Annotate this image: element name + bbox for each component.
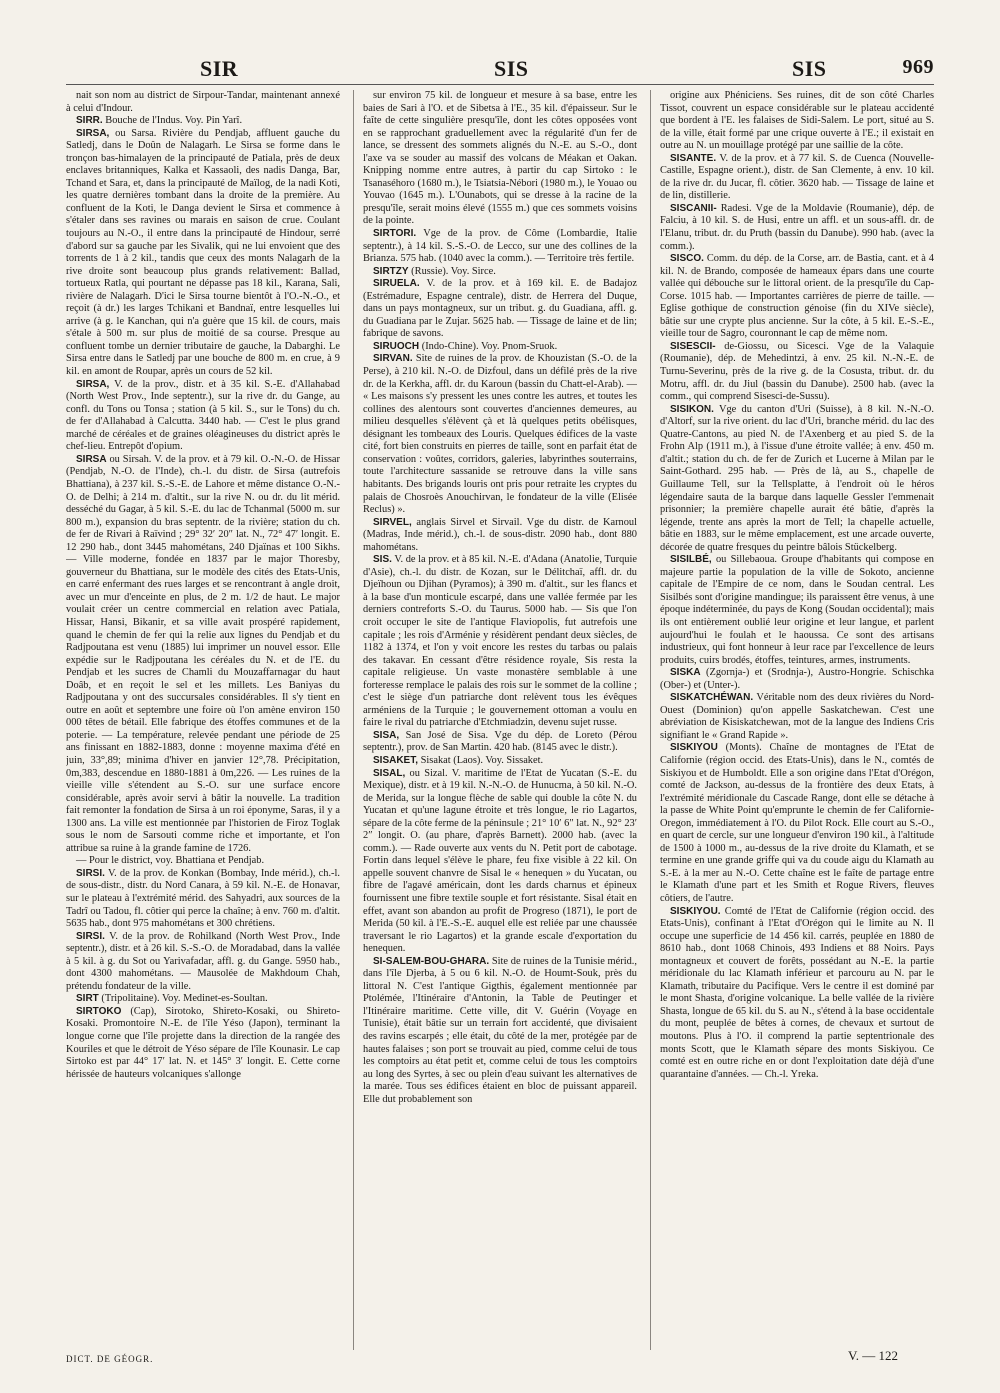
dictionary-entry xyxy=(66,379,340,454)
entry-headword: SIRTZY xyxy=(373,265,409,277)
entry-text: Bouche de l'Indus. Voy. Pin Yarî. xyxy=(105,115,243,127)
entry-text: Site de ruines de la Tunisie mérid., dans l'île Djerba, à 5 ou 6 kil. N.-O. de Houmt-Souk, près du littoral N. C'est l'antique Gigthis, également mentionnée par Ptolémée, l'Itinéraire d'Antonin, la Table de Peutinger et l'Itinéraire maritime. Cette ville, dit V. Guérin (Voyage en Tunisie), était bâtie sur un terrain fort accidenté, que divisaient des ravins escarpés ; elle était, du côté de la mer, protégée par de hautes falaises ; son port se trouvait au pied, comme celui de tous les comptoirs au état petit et, comme celui de tous les comptoirs au long des Syrtes, à sec ou plein d'eau suivant les alternatives de la marée. Tous ses édifices étaient en bloc de puissant appareil. Elle dut probablement son xyxy=(363,955,637,1105)
entry-text: ou Sirsah. V. de la prov. et à 79 kil. O.-N.-O. de Hissar (Pendjab, N.-O. de l'Inde), ch.-l. du distr. de Sirsa (autrefois Bhattiana), à 237 kil. S.-S.-E. de Lahore et même distance O.-N.-O. de Delhi; à 214 m. d'altit., sur la rive N. ou dr. du lit mérid. desséché du Gagar, à 5 kil. S.-E. du lac de Tchanmal (5000 m. sur 800 m.), expansion du bras septentr. de la rivière; station du ch. de fer de Rivari à Raïvind ; 29° 32′ 20″ lat. N., 72° 47′ longit. E. 12 290 hab., dont 3445 mahométans, 240 Djaïnas et 100 Sikhs. — Ville moderne, fondée en 1837 par le major Thoresby, gouverneur du Bhattiana, sur le modèle des cités des Etats-Unis, en carré enfermant des rues larges et se rencontrant à angle droit, avec un mur d'enceinte en plus, de 2 m. 1/2 de haut. Le major voulait créer un centre commercial en relation avec Patiala, Hissar, Hansi, Bikanir, et sa ville avait prospéré rapidement, quand le chemin de fer qui la relie aux lignes du Pendjab et du Radjpoutana est venu (1885) lui imprimer un nouvel essor. Elle expédie sur le Radjpoutana les céréales du N. et de l'E. du Pendjab et les sucres de Chamli du Mouzaffarnagar du haut Doâb, et en reçoit le sel et les millets. Les Baniyas du Radjpoutana y ont des succursales considérables. Il s'y tient en outre en août et septembre une foire où l'on amène environ 150 000 têtes de bétail. Elle fabrique des étoffes communes et de la poterie. — La température, relevée pendant une période de 25 ans finissant en 1882-1883, donne : moyenne maxima d'été en juin, 33°,89; minima d'hiver en janvier 12°,78. Précipitation, 0m,383, descendue en 1880-1881 à 0m,226. — Les ruines de la vieille ville s'étendent au S.-O. sur une surface encore considérable, après avoir servi à bâtir la nouvelle. La tradition fait remonter la fondation de Sirsa à un roi éponyme, Saras, il y a 1300 ans. La ville est mentionnée par l'historien de Firoz Toglak sous le nom de Sarsouti comme riche et importante, et l'on attribue sa ruine à la grande famine de 1726. xyxy=(66,453,340,854)
page-header xyxy=(66,56,934,86)
entry-text: (Zgornja-) et (Srodnja-), Austro-Hongrie. Schischka (Ober-) et (Unter-). xyxy=(660,667,934,691)
entry-text: nait son nom au district de Sirpour-Tandar, maintenant annexé à celui d'Indour. xyxy=(66,90,340,114)
dictionary-entry xyxy=(66,128,340,379)
entry-headword: SISAKET, xyxy=(373,754,419,766)
entry-headword: SIRR. xyxy=(76,115,103,127)
dictionary-entry xyxy=(66,115,340,128)
entry-text: Radesi. Vge de la Moldavie (Roumanie), dép. de Falciu, à 10 kil. S. de Husi, entre un affl. et un sous-affl. dr. de l'Elanu, tribut. dr. du Pruth (bassin du Danube). 990 hab. (avec la comm.). xyxy=(660,202,934,252)
entry-headword: SIRUOCH xyxy=(373,340,420,352)
column-divider xyxy=(353,90,354,1350)
entry-headword: SISA, xyxy=(373,729,400,741)
entry-text: (Russie). Voy. Sirce. xyxy=(411,265,496,277)
entry-headword: SIRUELA. xyxy=(373,278,420,290)
dictionary-entry xyxy=(363,755,637,768)
dictionary-entry xyxy=(363,956,637,1107)
dictionary-entry xyxy=(660,742,934,905)
dictionary-entry xyxy=(363,730,637,755)
entry-text: V. de la prov. de Konkan (Bombay, Inde mérid.), ch.-l. de sous-distr., distr. du Nord Canara, à 59 kil. N.-E. de Honavar, sur le plateau à l'extrémité mérid. des Sahyadri, aux sources de la Tadrî ou Tadou, fl. côtier qui perce la chaîne; à env. 760 m. d'altit. 5635 hab., dont 975 mahométans et 300 chrétiens. xyxy=(66,867,340,930)
entry-headword: SISKA xyxy=(670,667,701,679)
dictionary-entry xyxy=(66,868,340,931)
entry-headword: SIS. xyxy=(373,554,392,566)
entry-text: Comm. du dép. de la Corse, arr. de Bastia, cant. et à 4 kil. N. de Brando, composée de hameaux épars dans une courte vallée qui débouche sur le littoral orient. de la presqu'île du Cap-Corse. 1015 hab. — Importantes carrières de pierre de taille. — Eglise gothique de construction génoise (fin du XIVe siècle), bâtie sur une crypte plus ancienne. Sur la côte, à 5 kil. E.-S.-E., vieille tour de Sagro, couronnant le cap de même nom. xyxy=(660,253,934,340)
header-rule xyxy=(66,84,934,85)
entry-headword: SISIKON. xyxy=(670,403,714,415)
dictionary-entry xyxy=(66,90,340,115)
entry-headword: SISESCII- xyxy=(670,340,716,352)
entry-text: Sisakat (Laos). Voy. Sissaket. xyxy=(420,754,544,766)
footer-signature: DICT. DE GÉOGR. xyxy=(66,1354,154,1364)
entry-text: (Monts). Chaîne de montagnes de l'Etat de Californie (région occid. des Etats-Unis), dans le N., comtés de Siskiyou et de Humboldt. Elle a son origine dans l'Etat d'Orégon, comté de Jackson, au-dessus de la frontière des deux Etats, à l'extrémité méridionale du Cascade Range, dont elle se détache à la passe de White Point qu'emprunte le chemin de fer Californie-Oregon, immédiatement à l'O. du Pilot Rock. Elle court au S.-O., en quart de cercle, sur une longueur d'environ 190 kil., à l'altitude de 1500 à 1000 m., au-dessus de la rive droite du Klamath, et se termine en une grande griffe qui va du coude aigu du Klamath au S.-E. à la mer au N.-O. Cette chaîne est le faîte de partage entre le Klamath d'une part et les Smith et Rogue Rivers, fleuves côtiers, de l'autre. xyxy=(660,742,934,904)
entry-headword: SISKIYOU. xyxy=(670,905,721,917)
page-number: 969 xyxy=(902,56,934,78)
entry-text: anglais Sirvel et Sirvail. Vge du distr. de Karnoul (Madras, Inde mérid.), ch.-l. de sous-distr. 2090 hab., dont 880 mahométans. xyxy=(363,516,637,553)
entry-text: ou Sillebaoua. Groupe d'habitants qui compose en majeure partie la population de la ville de Sokoto, ancienne capitale de l'Empire de ce nom, dans le Soudan central. Les Sisilbés sont d'origine mandingue; ils paraissent être venus, à une époque indéterminée, du pays de Kong (Soudan occidental); mais ils ont entièrement oublié leur origine et leur langue, et parlent aujourd'hui le foulah et le haoussa. Ce sont des artisans industrieux, qui font honneur à leur race par l'excellence de leurs produits, cuirs brodés, étoffes, teintures, armes, instruments. xyxy=(660,554,934,666)
entry-text: (Tripolitaine). Voy. Medinet-es-Soultan. xyxy=(101,993,268,1005)
dictionary-entry xyxy=(660,90,934,153)
entry-headword: SIRTORI. xyxy=(373,228,417,240)
entry-text: Site de ruines de la prov. de Khouzistan (S.-O. de la Perse), à 210 kil. N.-O. de Dizfoul, dans un défilé près de la rive dr. de la Kerkha, affl. dr. du Karoun (bassin du Chatt-el-Arab). — « Les maisons s'y pressent les unes contre les autres, et toutes les collines des alentours sont couvertes d'anciennes demeures, au milieu desquelles s'élèvent çà et là quelques petits obélisques, désignant les tombeaux des Louris. Quelques édifices de la vaste cité, fort bien construits en pierres de taille, sont en parfait état de conservation : voûtes, corridors, galeries, labyrinthes souterrains, toute l'architecture sassanide se retrouve dans la ville sans habitants. Des brigands louris ont pris pour retraite les cryptes du palais de Chosroès Anouchirvan, le fondateur de la ville (Elisée Reclus) ». xyxy=(363,353,637,516)
left-guide-word: SIR xyxy=(200,56,239,81)
footer-volume: V. — 122 xyxy=(848,1348,898,1363)
entry-text: sur environ 75 kil. de longueur et mesure à sa base, entre les baies de Sari à l'O. et de Sibetsa à l'E., 35 kil. d'épaisseur. Sur le faîte de cette singulière presqu'île, dont les côtes opposées vont en se rapprochant graduellement avec la régularité d'un fer de lance, se dressent des sommets alignés du N.-E. au S.-O., dont l'axe va se souder au massif des volcans de Méakan et Oakan. Knipping nomme entre autres, à partir du cap Sirtoko : le Tsanaséhoro (1680 m.), le Tsiatsia-Nébori (1980 m.), le Youao ou Youvao (1645 m.). L'Ounabots, qui se dresse à la racine de la presqu'île, serait moins élevé (1555 m.) que ces sommets voisins de la pointe. xyxy=(363,90,637,227)
entry-text: V. de la prov. et à 169 kil. E. de Badajoz (Estrémadure, Espagne centrale), distr. de Herrera del Duque, dans un pays montagneux, sur un tribut. g. du Guadiana, affl. g. du Guadiana par le Zujar. 5625 hab. — Tissage de laine et de lin; fabrique de savons. xyxy=(363,278,637,340)
dictionary-entry xyxy=(66,931,340,994)
entry-text: (Cap), Sirotoko, Shireto-Kosaki, ou Shireto-Kosaki. Promontoire N.-E. de l'île Yéso (Japon), terminant la longue corne que l'île projette dans la direction de la rangée des Kouriles et que le détroit de Yéso sépare de l'île Kounasir. Le cap Sirtoko est par 44° 17′ lat. N. et 145° 3′ longit. E. Cette corne hérissée de hauteurs volcaniques s'allonge xyxy=(66,1005,340,1080)
entry-headword: SIRVAN. xyxy=(373,353,413,365)
dictionary-entry xyxy=(363,353,637,516)
dictionary-entry xyxy=(66,855,340,868)
center-guide-word: SIS xyxy=(494,56,529,81)
entry-text: ou Sizal. V. maritime de l'Etat de Yucatan (S.-E. du Mexique), distr. et à 19 kil. N.-N.-O. de Hunucma, à 50 kil. N.-O. de Merida, sur la longue flèche de sable qui double la côte N. du Yucatan et qu'une lagune étroite et très longue, le rio Lagartos, sépare de la côte ferme de la péninsule ; 21° 10′ 6″ lat. N., 92° 23′ 2″ longit. O. (au phare, d'après Barnett). 2000 hab. (avec la comm.). — Rade ouverte aux vents du N. Petit port de cabotage. Fortin dans lequel s'élève le phare, feu fixe visible à 22 kil. On appelle souvent chanvre de Sisal le « henequen » du Yucatan, ou fibre de l'agavé américain, dont les dards charnus et épineux fournissent une fibre textile souple et fort résistante. Sisal était en effet, avant son abandon au profit de Progreso (1871), le port de Merida (50 kil. à l'E.-S.-E. auquel elle est reliée par une chaussée traversant le rio Lagartos) et la grande escale d'exportation du henequen. xyxy=(363,767,637,955)
entry-text: Véritable nom des deux rivières du Nord-Ouest (Dominion) qu'on appelle Saskatchewan. C'est une abréviation de Kisiskatchewan, mot de la langue des Indiens Cris signifiant le « Grand Rapide ». xyxy=(660,692,934,741)
dictionary-entry xyxy=(660,667,934,692)
entry-headword: SISCO. xyxy=(670,253,704,265)
dictionary-entry xyxy=(660,554,934,667)
column-1 xyxy=(66,90,340,1340)
dictionary-entry xyxy=(660,253,934,341)
dictionary-entry xyxy=(660,692,934,742)
column-3 xyxy=(660,90,934,1340)
dictionary-entry xyxy=(660,203,934,253)
column-divider xyxy=(650,90,651,1350)
dictionary-entry xyxy=(363,266,637,279)
entry-text: V. de la prov. et à 85 kil. N.-E. d'Adana (Anatolie, Turquie d'Asie), ch.-l. du distr. de Kozan, sur le Délitchaï, affl. dr. du Djeïhoun ou Djihan (Pyramos); à 390 m. d'altit., sur les flancs et à la base d'un monticule escarpé, dans une vallée fermée par les derniers contreforts S.-O. du Taurus. 5000 hab. — Sis que l'on croit occuper le site de l'antique Flaviopolis, fut autrefois une capitale ; les rois d'Arménie y résidèrent pendant deux siècles, de 1182 à 1374, et l'on y voit encore les restes du tarbas ou palais des takavar. En cessant d'être résidence royale, Sis resta la capitale religieuse. Un vaste monastère semblable à une forteresse remplace le palais des rois sur le sommet de la colline ; c'est le siège d'un patriarche dont relèvent tous les évêques arméniens de la Turquie ; le gouvernement ottoman a voulu en faire le rival du patriarche d'Etchmiadzin, devenu sujet russe. xyxy=(363,554,637,729)
entry-text: (Indo-Chine). Voy. Pnom-Sruok. xyxy=(421,340,558,352)
dictionary-entry xyxy=(660,906,934,1082)
entry-headword: SIRVEL, xyxy=(373,516,412,528)
right-guide-word: SIS xyxy=(792,56,827,81)
entry-headword: SIRSA, xyxy=(76,378,110,390)
dictionary-entry xyxy=(363,228,637,266)
column-2 xyxy=(363,90,637,1340)
entry-headword: SISAL, xyxy=(373,767,406,779)
entry-headword: SI-SALEM-BOU-GHARA. xyxy=(373,955,490,967)
dictionary-entry xyxy=(363,278,637,341)
entry-text: V. de la prov. de Rohilkand (North West Prov., Inde septentr.), distr. et à 26 kil. S.-S.-O. de Moradabad, dans la vallée à 5 kil. à g. du Sot ou Yarivafadar, affl. g. du Gange. 5950 hab., dont 4300 mahométans. — Mausolée de Makhdoum Chah, prétendu fondateur de la ville. xyxy=(66,930,340,992)
entry-headword: SISCANII- xyxy=(670,202,717,214)
entry-headword: SISILBÉ, xyxy=(670,554,712,566)
dictionary-entry xyxy=(66,454,340,856)
entry-headword: SISKATCHÉWAN. xyxy=(670,692,754,704)
dictionary-entry xyxy=(660,341,934,404)
dictionary-entry xyxy=(363,341,637,354)
entry-text: ou Sarsa. Rivière du Pendjab, affluent gauche du Satledj, dans le Doûn de Nalagarh. Le Sirsa se forme dans le tronçon bas-himalayen de la principauté de Patiala, près de deux enclaves britanniques, Kalka et Kassaoli, des nadis Danga, Bar, Tchand et Sara, et, dans la principauté de Maïlog, de la nadi Koti, les quatre dernières tombant dans la droite de la première. Au confluent de la Koti, le Danga devient le Sirsa et commence à s'étaler dans ses ravines ou marais en saison de crue. Coulant toujours au N.-O., il entre dans la principauté de Hindour, serré d'abord sur sa gauche par les Sivalik, qui ne lui envoient que des torrents de 1 à 2 kil., tandis que ceux des monts Nalagarh de la rive droite sont beaucoup plus grands relativement: Ballad, tortueux Ratla, qui pourtant ne dépasse pas 18 kil., Karana, Sali, rivière de Nalagarh. D'ici le Sirsa tourne bientôt à l'O.-N.-O., et reçoit (à dr.) les larges Tchikani et Bandnaï, entre lesquelles lui arrive (à g. le Kanchan, qui n'a guère que 15 kil. de cours, mais s'étale à 500 m. sur plus de moitié de sa course. Presque au confluent tombe un dernier tributaire de gauche, la Dabarghi. Le Sirsa entre dans le Satledj par une bouche de 800 m. en crue, à 9 kil. en amont de Roupar, après un cours de 52 kil. xyxy=(66,127,340,378)
dictionary-entry xyxy=(363,517,637,555)
dictionary-entry xyxy=(363,768,637,956)
entry-text: Vge du canton d'Uri (Suisse), à 8 kil. N.-N.-O. d'Altorf, sur la rive orient. du lac d'Uri, branche mérid. du lac des Quatre-Cantons, au pied N. de l'Axenberg et au pied S. de la Frohn Alp (1911 m.), à l'issue d'une étroite vallée; à env. 450 m. d'altit.; station du ch. de fer de Zurich et Lucerne à Milan par le Saint-Gothard. 295 hab. — Près de là, au S., chapelle de Guillaume Tell, sur la Tellsplatte, à l'endroit où le héros légendaire sauta de la barque dans laquelle Gessler l'emmenait prisonnier; la première chapelle aurait été bâtie, d'après la légende, trente ans après la mort de Tell; la chapelle actuelle, bâtie en 1883, sur le même emplacement, est une arcade ouverte, décorée de quatre fresques du peintre bâlois Stückelberg. xyxy=(660,403,934,553)
entry-headword: SIRSI. xyxy=(76,867,105,879)
entry-text: San José de Sisa. Vge du dép. de Loreto (Pérou septentr.), prov. de San Martin. 420 hab. (8145 avec le distr.). xyxy=(363,729,637,754)
entry-text: Vge de la prov. de Côme (Lombardie, Italie septentr.), à 14 kil. S.-S.-O. de Lecco, sur une des collines de la Brianza. 575 hab. (1040 avec la comm.). — Territoire très fertile. xyxy=(363,228,637,265)
entry-headword: SIRSA, xyxy=(76,127,110,139)
entry-headword: SIRT xyxy=(76,993,99,1005)
entry-headword: SISANTE. xyxy=(670,152,717,164)
entry-text: — Pour le district, voy. Bhattiana et Pendjab. xyxy=(76,855,265,867)
entry-headword: SIRSA xyxy=(76,453,107,465)
entry-headword: SIRSI. xyxy=(76,930,105,942)
entry-text: V. de la prov., distr. et à 35 kil. S.-E. d'Allahabad (North West Prov., Inde septentr.), sur la rive dr. du Gange, au confl. du Tons ou Tonsa ; station (à 5 kil. S., sur le Tons) du ch. de fer d'Allahabad à Calcutta. 3440 hab. — C'est le plus grand marché de céréales et de graines oléagineuses du district après le chef-lieu. Entrepôt d'opium. xyxy=(66,378,340,453)
dictionary-entry xyxy=(66,993,340,1006)
dictionary-entry xyxy=(363,90,637,228)
dictionary-entry xyxy=(363,554,637,730)
dictionary-entry xyxy=(66,1006,340,1081)
entry-text: de-Giossu, ou Sicesci. Vge de la Valaquie (Roumanie), dép. de Mehedintzi, à env. 25 kil. N.-N.-E. de Turnu-Severinu, près de la rive g. de la Cosusta, tribut. dr. du Motru, affl. dr. du Jiul (bassin du Danube). 2500 hab. (avec la comm., qui comprend Sisesci-de-Sussu). xyxy=(660,340,934,403)
entry-headword: SISKIYOU xyxy=(670,742,718,754)
entry-text: V. de la prov. et à 77 kil. S. de Cuenca (Nouvelle-Castille, Espagne orient.), distr. de San Clemente, à env. 10 kil. de la rive dr. du Jucar, fl. côtier. 3620 hab. — Tissage de laine et de lin, distillerie. xyxy=(660,152,934,202)
dictionary-entry xyxy=(660,153,934,203)
dictionary-entry xyxy=(660,404,934,555)
entry-text: origine aux Phéniciens. Ses ruines, dit de son côté Charles Tissot, couvrent un espace considérable sur le plateau accidenté que bordent à l'E. les falaises de Sidi-Salem. Le port, situé au S. de la ville, était formé par une crique ouverte à l'E.; il existait en outre au N. un mouillage protégé par une saillie de la côte. xyxy=(660,90,934,152)
entry-headword: SIRTOKO xyxy=(76,1005,122,1017)
entry-text: Comté de l'Etat de Californie (région occid. des Etats-Unis), confinant à l'Etat d'Orégon qui le limite au N. Il occupe une superficie de 14 456 kil. carrés, peuplée en 1880 de 8610 hab., dont 1068 Chinois, 493 Indiens et 88 Noirs. Pays montagneux et couvert de forêts, possédant au N.-E. la partie méridionale du lac Klamath inférieur et parcouru au N. par le Klamath, tributaire du Pacifique. Vers le centre il est dominé par le mont Shasta, d'origine volcanique. La belle vallée de la rivière Shasta, longue de 65 kil. du S. au N., s'étend à la base occidentale du mont, peuplée de bêtes à cornes, de chevaux et surtout de moutons. Plus à l'O. il comprend la partie septentrionale des monts Scott, que le Klamath sépare des monts Siskiyou. Ce comté est en outre riche en or dont l'exploitation date déjà d'une quarantaine d'années. — Ch.-l. Yreka. xyxy=(660,905,934,1080)
